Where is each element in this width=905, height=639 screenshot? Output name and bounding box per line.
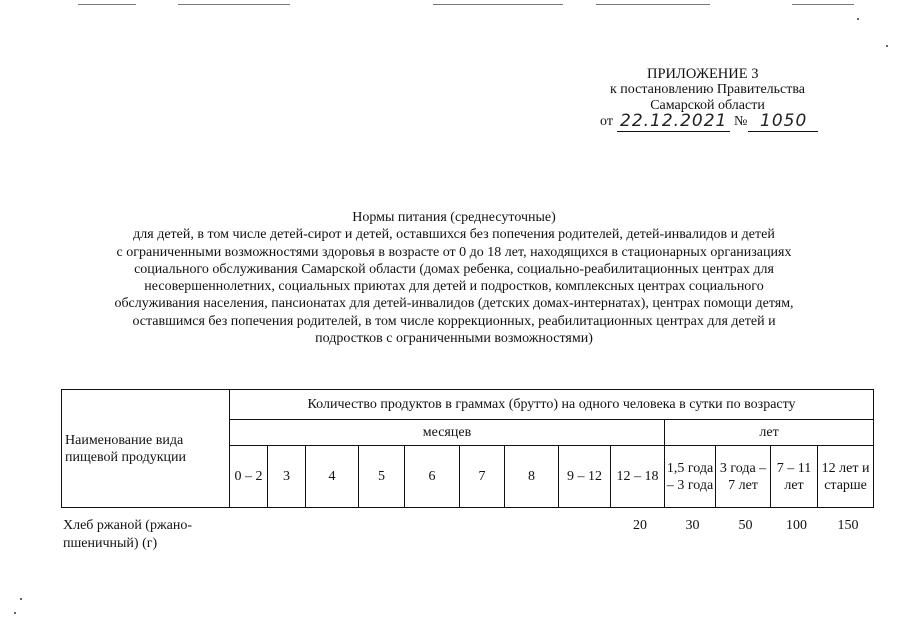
value-cell: 20: [633, 518, 647, 533]
scan-speck: [886, 45, 888, 47]
age-header: 4: [306, 446, 359, 508]
heading-line: несовершеннолетних, социальных приютах для детей и подростков, комплексных центрах социального: [144, 279, 764, 295]
heading-line: для детей, в том числе детей-сирот и детей, оставшихся без попечения родителей, детей-инвалидов и детей: [133, 227, 775, 243]
value-cell: 50: [738, 518, 753, 533]
heading-line: обслуживания населения, пансионатах для детей-инвалидов (детских домах-интернатах), центрах помощи детям,: [114, 296, 794, 312]
value-cell: 150: [837, 518, 859, 533]
column-header-product: Наименование вида пищевой продукции: [62, 390, 230, 508]
scan-rule: [433, 4, 563, 5]
age-header: 8: [505, 446, 559, 508]
heading-line: с ограниченными возможностями здоровья в возрасте от 0 до 18 лет, находящихся в стационарных организациях: [116, 244, 792, 260]
date-underline: [617, 131, 730, 132]
age-header: 9 – 12: [559, 446, 611, 508]
age-header: 3 года – 7 лет: [716, 446, 771, 508]
scan-rule: [78, 4, 136, 5]
from-label: от: [600, 114, 613, 129]
column-header-months: месяцев: [230, 420, 665, 446]
value-cell: 100: [786, 518, 807, 533]
appendix-line: Самарской области: [650, 98, 765, 113]
scan-rule: [596, 4, 710, 5]
norms-table: [61, 389, 874, 508]
column-header-quantity: Количество продуктов в граммах (брутто) на одного человека в сутки по возрасту: [230, 390, 874, 420]
handwritten-number: 1050: [760, 111, 808, 131]
age-header: 7 – 11 лет: [771, 446, 818, 508]
value-cell: 30: [685, 518, 700, 533]
age-header: 1,5 года – 3 года: [665, 446, 716, 508]
heading-line: социального обслуживания Самарской области (домах ребенка, социально-реабилитационных центрах для: [134, 261, 774, 277]
age-header: 6: [405, 446, 460, 508]
scan-speck: [14, 612, 16, 614]
number-label: №: [734, 114, 748, 129]
appendix-title: ПРИЛОЖЕНИЕ 3: [647, 66, 759, 82]
heading-line: оставшимся без попечения родителей, в том числе коррекционных, реабилитационных центрах для детей и: [132, 313, 776, 329]
age-header: 5: [359, 446, 405, 508]
age-header: 12 лет и старше: [818, 446, 874, 508]
appendix-block: [595, 66, 820, 114]
age-header: 0 – 2: [230, 446, 268, 508]
handwritten-date: 22.12.2021: [620, 111, 728, 131]
appendix-line: к постановлению Правительства: [609, 82, 806, 97]
date-number-line: [600, 114, 613, 134]
heading-title: Нормы питания (среднесуточные): [352, 210, 556, 225]
age-header: 12 – 18: [611, 446, 665, 508]
age-header: 3: [268, 446, 306, 508]
scan-rule: [178, 4, 290, 5]
number-underline: [748, 131, 818, 132]
document-heading: [60, 209, 848, 347]
scan-speck: [20, 598, 22, 600]
column-header-years: лет: [665, 420, 874, 446]
scan-rule: [792, 4, 854, 5]
scan-speck: [857, 18, 859, 20]
age-header: 7: [460, 446, 505, 508]
product-name: Хлеб ржаной (ржано-пшеничный) (г): [63, 518, 193, 551]
heading-line: подростков с ограниченными возможностями): [315, 331, 593, 347]
